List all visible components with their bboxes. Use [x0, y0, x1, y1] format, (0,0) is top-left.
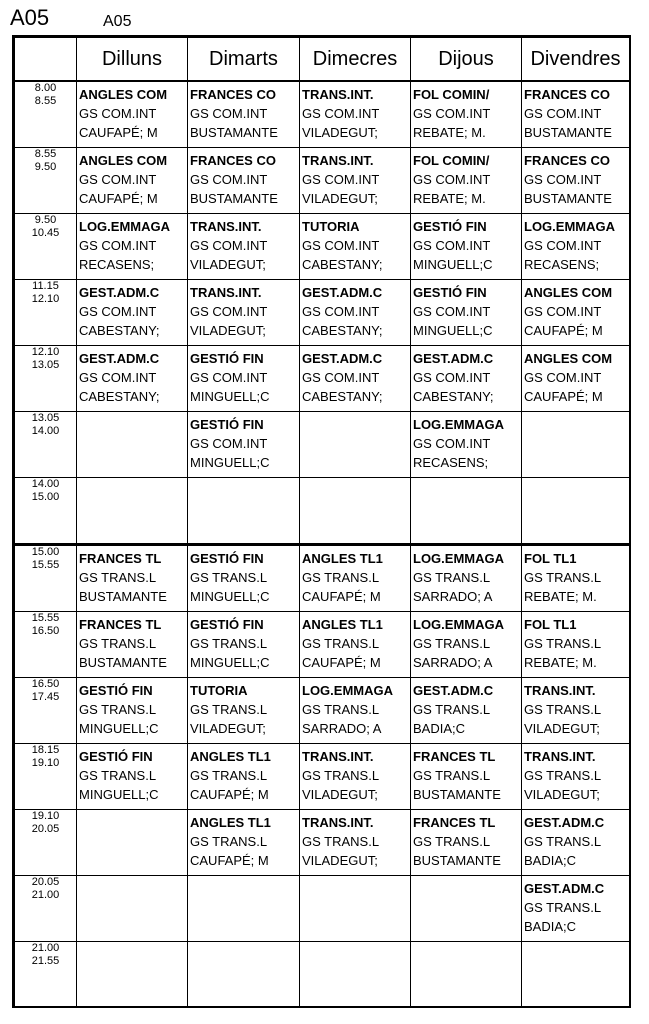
class-group: GS COM.INT [79, 304, 157, 319]
class-cell [188, 478, 300, 545]
class-subject: TRANS.INT. [524, 683, 596, 698]
class-teacher: CABESTANY; [302, 257, 383, 272]
class-teacher: VILADEGUT; [524, 721, 600, 736]
class-teacher: BADIA;C [413, 721, 466, 736]
class-teacher: BUSTAMANTE [413, 787, 501, 802]
class-cell [188, 148, 300, 214]
timetable-body [15, 81, 630, 1008]
time-end: 21.00 [31, 889, 60, 901]
time-start: 9.50 [34, 214, 57, 226]
class-subject: FRANCES CO [524, 87, 610, 102]
class-teacher: BUSTAMANTE [79, 655, 167, 670]
time-start: 18.15 [31, 744, 60, 756]
class-group: GS TRANS.L [302, 570, 380, 585]
class-cell [411, 478, 522, 545]
class-subject: LOG.EMMAGA [413, 617, 504, 632]
class-cell [188, 678, 300, 744]
class-cell [188, 280, 300, 346]
class-cell [411, 412, 522, 478]
class-group: GS COM.INT [413, 238, 491, 253]
class-subject: FOL COMIN/ [413, 87, 490, 102]
class-subject: TRANS.INT. [190, 219, 262, 234]
time-cell [15, 478, 77, 545]
class-group: GS TRANS.L [413, 702, 491, 717]
class-group: GS COM.INT [302, 370, 380, 385]
class-subject: FRANCES TL [79, 617, 162, 632]
class-subject: FOL TL1 [524, 551, 577, 566]
class-cell [300, 478, 411, 545]
class-cell [411, 148, 522, 214]
class-cell [411, 346, 522, 412]
class-subject: ANGLES TL1 [302, 617, 383, 632]
class-group: GS COM.INT [190, 238, 268, 253]
class-subject: GEST.ADM.C [524, 815, 605, 830]
time-slot-row [15, 148, 630, 214]
time-cell [15, 412, 77, 478]
class-cell [77, 214, 188, 280]
class-group: GS TRANS.L [79, 570, 157, 585]
class-teacher: SARRADO; A [413, 589, 493, 604]
time-cell [15, 876, 77, 942]
class-subject: LOG.EMMAGA [524, 219, 615, 234]
page-title: A05 [10, 5, 50, 30]
time-slot-row [15, 744, 630, 810]
class-teacher: MINGUELL;C [190, 455, 270, 470]
time-end: 14.00 [31, 425, 60, 437]
class-teacher: BUSTAMANTE [190, 125, 278, 140]
class-teacher: CAUFAPÉ; M [524, 323, 603, 338]
class-teacher: REBATE; M. [524, 655, 597, 670]
class-group: GS COM.INT [79, 238, 157, 253]
time-slot-row [15, 942, 630, 1008]
class-cell [522, 545, 630, 612]
time-end: 21.55 [31, 955, 60, 967]
class-group: GS COM.INT [302, 106, 380, 121]
class-cell [522, 810, 630, 876]
class-cell [77, 81, 188, 148]
class-group: GS TRANS.L [302, 834, 380, 849]
class-cell [411, 744, 522, 810]
time-start: 12.10 [31, 346, 60, 358]
time-end: 13.05 [31, 359, 60, 371]
class-subject: GEST.ADM.C [413, 683, 494, 698]
class-group: GS TRANS.L [413, 636, 491, 651]
class-subject: GESTIÓ FIN [413, 285, 487, 300]
class-subject: TRANS.INT. [190, 285, 262, 300]
time-start: 8.00 [34, 82, 57, 94]
time-start: 11.15 [32, 280, 59, 292]
time-slot-row [15, 876, 630, 942]
class-cell [188, 346, 300, 412]
class-group: GS COM.INT [190, 106, 268, 121]
class-group: GS TRANS.L [190, 702, 268, 717]
class-subject: LOG.EMMAGA [413, 551, 504, 566]
time-end: 15.00 [31, 491, 60, 503]
time-end: 15.55 [31, 559, 60, 571]
time-end: 20.05 [31, 823, 60, 835]
class-group: GS COM.INT [79, 106, 157, 121]
class-cell [188, 214, 300, 280]
class-cell [77, 678, 188, 744]
day-header: Dimecres [300, 38, 411, 82]
class-group: GS COM.INT [79, 370, 157, 385]
time-slot-row [15, 612, 630, 678]
class-cell [300, 612, 411, 678]
class-cell [188, 876, 300, 942]
class-cell [300, 214, 411, 280]
time-slot-row [15, 346, 630, 412]
class-subject: ANGLES COM [79, 153, 168, 168]
class-cell [411, 678, 522, 744]
class-subject: GEST.ADM.C [302, 285, 383, 300]
class-cell [411, 81, 522, 148]
class-teacher: CAUFAPÉ; M [302, 589, 381, 604]
class-cell [411, 942, 522, 1008]
time-cell [15, 942, 77, 1008]
class-group: GS COM.INT [524, 106, 602, 121]
class-group: GS TRANS.L [524, 570, 602, 585]
class-cell [77, 280, 188, 346]
class-group: GS TRANS.L [413, 834, 491, 849]
class-teacher: CAUFAPÉ; M [190, 853, 269, 868]
time-cell [15, 214, 77, 280]
class-subject: GEST.ADM.C [302, 351, 383, 366]
class-group: GS COM.INT [79, 172, 157, 187]
class-teacher: CAUFAPÉ; M [302, 655, 381, 670]
class-teacher: CABESTANY; [302, 389, 383, 404]
class-group: GS COM.INT [413, 172, 491, 187]
class-teacher: MINGUELL;C [190, 389, 270, 404]
time-slot-row [15, 81, 630, 148]
time-slot-row [15, 478, 630, 545]
time-slot-row [15, 412, 630, 478]
time-start: 20.05 [31, 876, 60, 888]
time-start: 16.50 [31, 678, 60, 690]
class-subject: GEST.ADM.C [79, 351, 160, 366]
class-cell [522, 678, 630, 744]
time-cell [15, 545, 77, 612]
class-teacher: VILADEGUT; [524, 787, 600, 802]
class-teacher: BUSTAMANTE [79, 589, 167, 604]
class-teacher: CABESTANY; [79, 389, 160, 404]
class-cell [188, 810, 300, 876]
time-cell [15, 148, 77, 214]
class-group: GS COM.INT [302, 172, 380, 187]
class-cell [300, 876, 411, 942]
time-start: 13.05 [31, 412, 60, 424]
class-group: GS TRANS.L [302, 768, 380, 783]
class-teacher: CABESTANY; [302, 323, 383, 338]
class-group: GS TRANS.L [79, 636, 157, 651]
class-group: GS TRANS.L [79, 768, 157, 783]
class-teacher: MINGUELL;C [190, 589, 270, 604]
class-teacher: VILADEGUT; [190, 721, 266, 736]
class-cell [522, 478, 630, 545]
class-group: GS TRANS.L [524, 900, 602, 915]
class-subject: FRANCES TL [413, 749, 496, 764]
class-group: GS TRANS.L [524, 702, 602, 717]
class-teacher: BUSTAMANTE [190, 191, 278, 206]
corner-cell [15, 38, 77, 82]
class-subject: TRANS.INT. [302, 87, 374, 102]
class-cell [77, 810, 188, 876]
class-group: GS TRANS.L [524, 636, 602, 651]
time-slot-row [15, 810, 630, 876]
class-group: GS COM.INT [524, 238, 602, 253]
class-group: GS COM.INT [302, 238, 380, 253]
time-start: 19.10 [31, 810, 60, 822]
class-subject: FRANCES CO [524, 153, 610, 168]
day-header-row [15, 38, 630, 82]
class-subject: FOL COMIN/ [413, 153, 490, 168]
class-cell [411, 810, 522, 876]
class-teacher: VILADEGUT; [302, 787, 378, 802]
day-header: Divendres [522, 38, 630, 82]
day-header: Dimarts [188, 38, 300, 82]
class-teacher: REBATE; M. [524, 589, 597, 604]
class-subject: ANGLES TL1 [302, 551, 383, 566]
class-teacher: SARRADO; A [302, 721, 382, 736]
class-cell [522, 81, 630, 148]
class-group: GS TRANS.L [302, 702, 380, 717]
time-cell [15, 612, 77, 678]
class-subject: LOG.EMMAGA [79, 219, 170, 234]
class-teacher: BUSTAMANTE [524, 191, 612, 206]
class-teacher: CABESTANY; [413, 389, 494, 404]
class-subject: TUTORIA [190, 683, 248, 698]
class-cell [300, 942, 411, 1008]
class-teacher: MINGUELL;C [79, 721, 159, 736]
class-teacher: RECASENS; [524, 257, 600, 272]
class-group: GS TRANS.L [524, 834, 602, 849]
time-end: 19.10 [31, 757, 60, 769]
class-cell [522, 280, 630, 346]
time-cell [15, 810, 77, 876]
class-cell [300, 148, 411, 214]
class-cell [188, 612, 300, 678]
class-cell [188, 942, 300, 1008]
time-cell [15, 346, 77, 412]
class-teacher: RECASENS; [413, 455, 489, 470]
class-cell [411, 214, 522, 280]
class-subject: ANGLES TL1 [190, 815, 271, 830]
time-cell [15, 81, 77, 148]
time-slot-row [15, 280, 630, 346]
class-subject: LOG.EMMAGA [413, 417, 504, 432]
class-cell [188, 545, 300, 612]
time-slot-row [15, 545, 630, 612]
day-header: Dilluns [77, 38, 188, 82]
class-teacher: MINGUELL;C [190, 655, 270, 670]
time-cell [15, 280, 77, 346]
class-cell [522, 214, 630, 280]
class-teacher: MINGUELL;C [79, 787, 159, 802]
class-cell [411, 876, 522, 942]
class-group: GS COM.INT [413, 304, 491, 319]
class-teacher: VILADEGUT; [190, 257, 266, 272]
class-teacher: BUSTAMANTE [413, 853, 501, 868]
class-group: GS COM.INT [524, 370, 602, 385]
time-slot-row [15, 214, 630, 280]
class-subject: TRANS.INT. [302, 749, 374, 764]
time-start: 21.00 [31, 942, 60, 954]
class-cell [77, 148, 188, 214]
class-subject: GESTIÓ FIN [79, 749, 153, 764]
time-end: 12.10 [31, 293, 60, 305]
class-subject: ANGLES COM [79, 87, 168, 102]
class-cell [522, 346, 630, 412]
time-end: 9.50 [34, 161, 57, 173]
class-subject: LOG.EMMAGA [302, 683, 393, 698]
class-teacher: SARRADO; A [413, 655, 493, 670]
class-subject: FRANCES CO [190, 153, 276, 168]
class-subject: FRANCES TL [79, 551, 162, 566]
class-cell [300, 280, 411, 346]
class-group: GS COM.INT [302, 304, 380, 319]
class-subject: GESTIÓ FIN [190, 551, 264, 566]
class-cell [300, 81, 411, 148]
class-cell [188, 744, 300, 810]
class-subject: TRANS.INT. [524, 749, 596, 764]
class-cell [522, 412, 630, 478]
class-cell [522, 744, 630, 810]
class-group: GS TRANS.L [524, 768, 602, 783]
class-group: GS COM.INT [190, 172, 268, 187]
time-end: 16.50 [31, 625, 60, 637]
class-cell [300, 545, 411, 612]
class-subject: GEST.ADM.C [79, 285, 160, 300]
class-teacher: CABESTANY; [79, 323, 160, 338]
class-teacher: VILADEGUT; [302, 125, 378, 140]
class-cell [77, 412, 188, 478]
time-end: 8.55 [34, 95, 57, 107]
class-subject: FRANCES TL [413, 815, 496, 830]
class-cell [77, 942, 188, 1008]
time-start: 8.55 [34, 148, 57, 160]
class-group: GS COM.INT [524, 172, 602, 187]
class-cell [522, 148, 630, 214]
time-end: 10.45 [31, 227, 60, 239]
class-teacher: CAUFAPÉ; M [190, 787, 269, 802]
class-subject: TRANS.INT. [302, 153, 374, 168]
time-cell [15, 678, 77, 744]
class-group: GS COM.INT [413, 106, 491, 121]
class-teacher: VILADEGUT; [302, 191, 378, 206]
class-group: GS TRANS.L [79, 702, 157, 717]
class-group: GS COM.INT [190, 436, 268, 451]
class-subject: TRANS.INT. [302, 815, 374, 830]
class-group: GS TRANS.L [190, 834, 268, 849]
class-cell [300, 346, 411, 412]
class-teacher: MINGUELL;C [413, 257, 493, 272]
class-cell [300, 678, 411, 744]
class-teacher: CAUFAPÉ; M [79, 191, 158, 206]
class-group: GS COM.INT [413, 436, 491, 451]
day-header: Dijous [411, 38, 522, 82]
class-cell [300, 412, 411, 478]
time-slot-row [15, 678, 630, 744]
class-subject: GESTIÓ FIN [190, 617, 264, 632]
class-subject: GESTIÓ FIN [413, 219, 487, 234]
time-start: 15.55 [31, 612, 60, 624]
class-teacher: BUSTAMANTE [524, 125, 612, 140]
class-group: GS COM.INT [190, 370, 268, 385]
class-subject: ANGLES COM [524, 351, 613, 366]
class-teacher: VILADEGUT; [302, 853, 378, 868]
class-group: GS TRANS.L [302, 636, 380, 651]
class-teacher: BADIA;C [524, 853, 577, 868]
class-subject: GEST.ADM.C [413, 351, 494, 366]
class-cell [411, 612, 522, 678]
class-group: GS TRANS.L [190, 636, 268, 651]
class-cell [188, 412, 300, 478]
time-start: 14.00 [31, 478, 60, 490]
class-cell [188, 81, 300, 148]
class-cell [522, 942, 630, 1008]
class-group: GS COM.INT [190, 304, 268, 319]
class-subject: TUTORIA [302, 219, 360, 234]
class-cell [522, 612, 630, 678]
class-cell [77, 545, 188, 612]
class-cell [522, 876, 630, 942]
class-subject: FOL TL1 [524, 617, 577, 632]
class-cell [300, 810, 411, 876]
class-cell [77, 744, 188, 810]
class-teacher: CAUFAPÉ; M [524, 389, 603, 404]
class-cell [300, 744, 411, 810]
class-teacher: MINGUELL;C [413, 323, 493, 338]
class-group: GS TRANS.L [413, 570, 491, 585]
class-subject: ANGLES TL1 [190, 749, 271, 764]
class-teacher: VILADEGUT; [190, 323, 266, 338]
time-start: 15.00 [31, 546, 60, 558]
class-group: GS TRANS.L [190, 570, 268, 585]
class-teacher: REBATE; M. [413, 125, 486, 140]
time-cell [15, 744, 77, 810]
class-cell [411, 280, 522, 346]
class-cell [77, 612, 188, 678]
class-subject: FRANCES CO [190, 87, 276, 102]
class-group: GS TRANS.L [413, 768, 491, 783]
class-cell [411, 545, 522, 612]
class-teacher: BADIA;C [524, 919, 577, 934]
timetable [14, 37, 630, 1008]
class-subject: ANGLES COM [524, 285, 613, 300]
class-group: GS COM.INT [413, 370, 491, 385]
class-group: GS TRANS.L [190, 768, 268, 783]
class-subject: GESTIÓ FIN [190, 351, 264, 366]
class-cell [77, 478, 188, 545]
class-teacher: REBATE; M. [413, 191, 486, 206]
class-subject: GESTIÓ FIN [190, 417, 264, 432]
class-subject: GEST.ADM.C [524, 881, 605, 896]
class-group: GS COM.INT [524, 304, 602, 319]
class-teacher: RECASENS; [79, 257, 155, 272]
class-cell [77, 346, 188, 412]
class-subject: GESTIÓ FIN [79, 683, 153, 698]
class-cell [77, 876, 188, 942]
page-subtitle: A05 [103, 13, 132, 30]
class-teacher: CAUFAPÉ; M [79, 125, 158, 140]
time-end: 17.45 [31, 691, 60, 703]
